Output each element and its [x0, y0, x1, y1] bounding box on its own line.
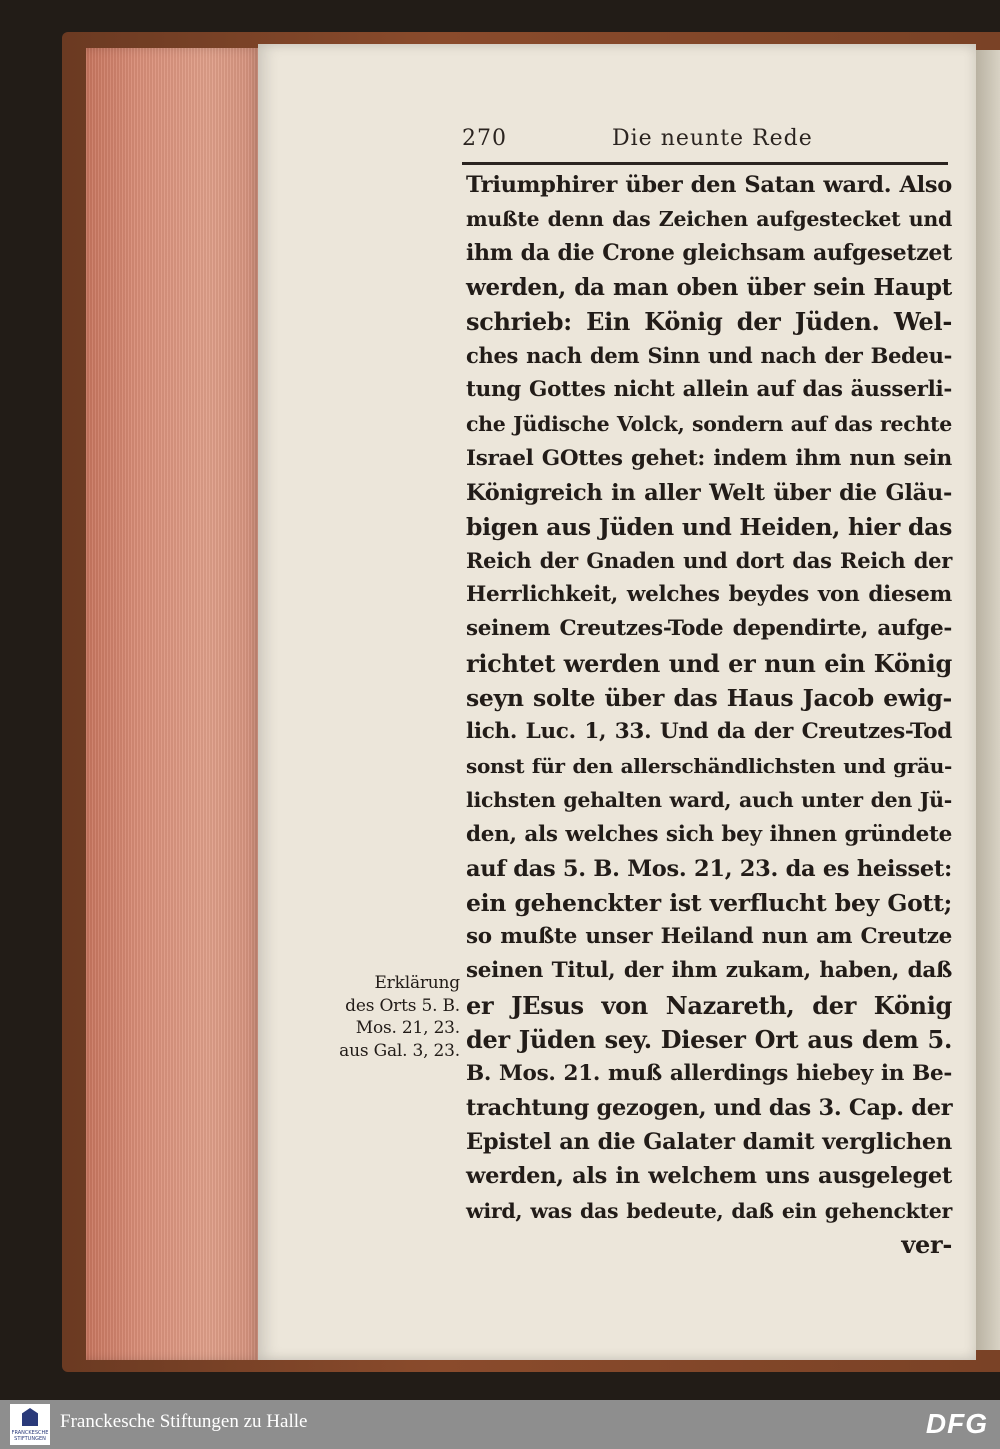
text-line: ches nach dem Sinn und nach der Bedeu-: [466, 342, 952, 368]
text-line: Israel GOttes gehet: indem ihm nun sein: [466, 445, 952, 471]
footer-bar: [0, 1400, 1000, 1449]
text-line: seinen Titul, der ihm zukam, haben, daß: [466, 958, 952, 984]
text-line: bigen aus Jüden und Heiden, hier das: [466, 512, 952, 541]
text-line: der Jüden sey. Dieser Ort aus dem 5.: [466, 1024, 952, 1054]
logo-caption: FRANCKESCHE STIFTUNGEN: [11, 1430, 49, 1442]
text-line: ver-: [901, 1229, 952, 1259]
marginal-line: aus Gal. 3, 23.: [339, 1040, 460, 1061]
text-line: seyn solte über das Haus Jacob ewig-: [466, 683, 952, 712]
text-line: den, als welches sich bey ihnen gründete: [466, 821, 952, 847]
text-line: sonst für den allerschändlichsten und gräu-: [466, 754, 952, 779]
franckesche-logo[interactable]: [10, 1404, 50, 1445]
page-number: 270: [462, 126, 507, 151]
marginal-line: Erklärung: [374, 973, 460, 993]
facing-page-edge: [976, 50, 1000, 1350]
text-line: trachtung gezogen, und das 3. Cap. der: [466, 1095, 953, 1122]
text-line: er JEsus von Nazareth, der König: [466, 990, 952, 1020]
text-line: so mußte unser Heiland nun am Creutze: [466, 924, 952, 950]
dfg-logo[interactable]: DFG: [925, 1408, 988, 1439]
text-line: che Jüdische Volck, sondern auf das rechte: [466, 412, 952, 437]
marginal-note: [318, 972, 460, 1062]
marginal-line: des Orts 5. B.: [345, 995, 460, 1016]
text-line: Triumphirer über den Satan ward. Also: [466, 172, 952, 198]
text-line: tung Gottes nicht allein auf das äusserli-: [466, 377, 952, 403]
text-line: Epistel an die Galater damit verglichen: [466, 1129, 952, 1156]
text-line: richtet werden und er nun ein König: [466, 648, 952, 678]
body-text: [466, 168, 952, 1262]
text-line: lich. Luc. 1, 33. Und da der Creutzes-Tod: [466, 719, 952, 744]
text-line: werden, als in welchem uns ausgeleget: [466, 1163, 952, 1190]
running-title: Die neunte Rede: [612, 126, 813, 151]
text-line: wird, was das bedeute, daß ein gehenckter: [466, 1198, 952, 1223]
marginal-line: Mos. 21, 23.: [355, 1018, 460, 1038]
text-line: auf das 5. B. Mos. 21, 23. da es heisset:: [466, 855, 952, 882]
text-line: lichsten gehalten ward, auch unter den Jü-: [466, 788, 952, 813]
text-line: Königreich in aller Welt über die Gläu-: [466, 479, 952, 506]
text-line: ihm da die Crone gleichsam aufgesetzet: [466, 240, 952, 267]
text-line: Reich der Gnaden und dort das Reich der: [466, 548, 952, 574]
text-line: schrieb: Ein König der Jüden. Wel-: [466, 306, 952, 336]
building-icon: [22, 1408, 38, 1426]
text-line: ein gehenckter ist verflucht bey Gott;: [466, 888, 952, 917]
text-line: B. Mos. 21. muß allerdings hiebey in Be-: [466, 1060, 952, 1086]
institution-name: Franckesche Stiftungen zu Halle: [60, 1411, 308, 1432]
text-line: mußte denn das Zeichen aufgestecket und: [466, 207, 952, 232]
running-head: [462, 126, 948, 165]
text-line: seinem Creutzes-Tode dependirte, aufge-: [466, 616, 952, 642]
text-line: werden, da man oben über sein Haupt: [466, 273, 952, 301]
text-line: Herrlichkeit, welches beydes von diesem: [466, 582, 952, 608]
page-edges: [86, 48, 261, 1360]
